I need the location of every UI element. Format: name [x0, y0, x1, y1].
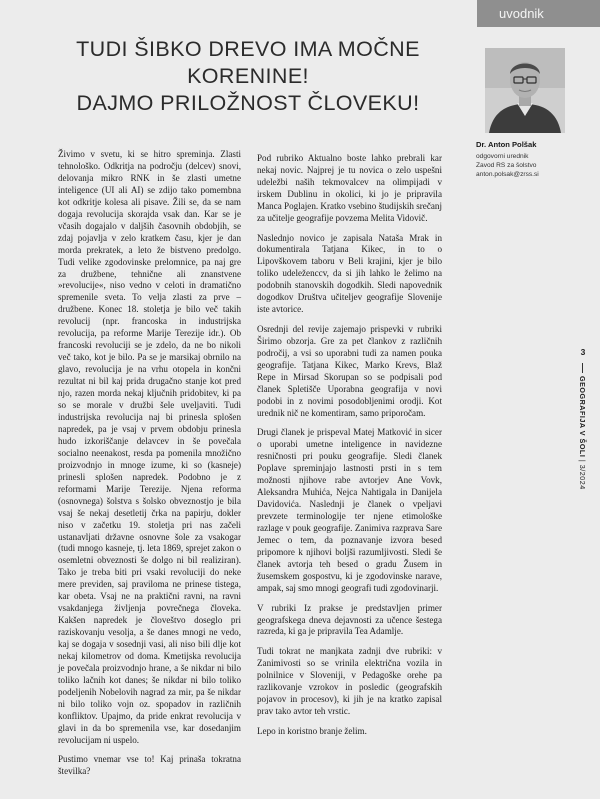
- title-line: DAJMO PRILOŽNOST ČLOVEKU!: [76, 91, 420, 115]
- issue-number: 3/2024: [578, 464, 587, 490]
- author-org: Zavod RS za šolstvo: [476, 162, 537, 169]
- article-column-1: [58, 149, 241, 786]
- paragraph: Pod rubriko Aktualno boste lahko prebrali kar nekaj novic. Najprej je tu novica o zelo uspešni udeležbi naših tekmovalcev na olimpijadi v irskem Dublinu in okolici, ki jo je pripravila Manca Poglajen. Kratko vsebino študijskih srečanj za učitelje geografije povzema Melita Vidovič.: [257, 153, 442, 223]
- title-line: TUDI ŠIBKO DREVO IMA MOČNE: [76, 37, 420, 61]
- paragraph: Drugi članek je prispeval Matej Matković in sicer o uporabi umetne inteligence in navidezne resničnosti pri pouku geografije. Sledi članek Poplave spreminjajo lastnosti prsti in s tem možnosti njihove rabe avtorjev Ane Vovk, Aleksandra Muhića, Nejca Nahtigala in Danijela Davidovića. Naslednji je članek o vpeljavi prevzete terminologije ter njene etimološke razlage v pouk geografije. Zanimiva razprava Sare Jemec o tem, da poznavanje izvora besed pripomore k njihovi boljši razumljivosti. Sledi še članek avtorja teh besed o gradu Žusem in žusemskem gospostvu, ki je zgodovinske narave, ampak, saj smo mnogi geografi tudi zgodovinarji.: [257, 427, 442, 593]
- paragraph: Tudi tokrat ne manjkata zadnji dve rubriki: v Zanimivosti so se vrinila električna vozila in polnilnice v Sloveniji, v Pedagoške orehe pa razlikovanje vzrokov in posledic (geografskih pojavov in procesov), ki jih je na kratko zapisal prav tako avtor teh vrstic.: [257, 646, 442, 716]
- paragraph: Lepo in koristno branje želim.: [257, 725, 367, 736]
- title-line: KORENINE!: [187, 64, 309, 88]
- author-photo: [485, 48, 565, 133]
- article-column-2: [257, 153, 442, 745]
- page-title: [58, 36, 438, 117]
- journal-name: GEOGRAFIJA V ŠOLI: [578, 376, 587, 458]
- page-number: 3: [580, 347, 586, 357]
- paragraph: Osrednji del revije zajemajo prispevki v rubriki Širimo obzorja. Gre za pet člankov z različnih področij, a vsi so uporabni tudi za namen pouka geografije. Tatjana Kikec, Marko Krevs, Blaž Repe in Mirsad Skorupan so se podpisali pod članek Spletišče Uporabna geografija v novi podobi in z novimi posodobljenimi orodji. Kot urednik nič ne komentiram, samo priporočam.: [257, 323, 442, 418]
- author-email: anton.polsak@zrss.si: [476, 171, 539, 178]
- author-block: [476, 140, 586, 179]
- journal-issue-label: GEOGRAFIJA V ŠOLI | 3/2024: [578, 376, 587, 490]
- author-name: Dr. Anton Polšak: [476, 140, 537, 149]
- author-role: odgovorni urednik: [476, 153, 529, 160]
- sidebar-divider: [582, 363, 583, 373]
- paragraph: Pustimo vnemar vse to! Kaj prinaša tokratna številka?: [58, 754, 241, 777]
- paragraph: V rubriki Iz prakse je predstavljen primer geografskega dneva dejavnosti za učence šestega razreda, ki ga je pripravila Tea Adamlje.: [257, 602, 442, 637]
- paragraph: Naslednjo novico je zapisala Nataša Mrak in dokumentirala Tatjana Kikec, in to o Lipovškovem taboru v Beli krajini, kjer je bilo toliko udeleženccv, da si jih lahko le želimo na podobnih stanovskih dogodkih. Sledi napovednik dogodkov Društva učiteljev geografije Slovenije iste avtorice.: [257, 232, 442, 315]
- section-tab: uvodnik: [477, 0, 600, 27]
- paragraph: Živimo v svetu, ki se hitro spreminja. Zlasti tehnološko. Odkritja na področju (delcev) snovi, delovanja mikro RNK in še zlasti umetne inteligence (UI ali AI) se zdijo tako pomembna kot odkritje kolesa ali pisave. Žili se, da se nam dogaja revolucija skorajda vsak dan. Kar se je včasih dogajalo v daljših časovnih obdobjih, se zdaj pojavlja v zelo kratkem času, kjer je dan morda prekratek, a leto že bistveno predolgo. Tudi velike zgodovinske prelomnice, pa naj gre za družbene, tehnične ali znanstvene »revolucije«, niso vedno v celoti in dramatično spremenile sveta. To velja zlasti za prve – družbene. Konec 18. stoletja je bilo več takih revolucij (npr. francoska in industrijska revolucija, pa reforme Marije Terezije idr.). Ob francoski revoluciji se je zdelo, da ne bo nikoli več tako, kot je bilo. Pa se je marsikaj obrnilo na glavo, revolucija je na vrhu otopela in končni rezultat ni bil kaj prida drugačno stanje kot pred njo, razen morda nekaj ključnih pridobitev, ki pa so se morale v družbi šele uveljaviti. Tudi industrijska revolucija naj bi prinesla splošen napredek, pa je vsaj v prvem obdobju prinesla hudo izkoriščanje delavcev in še povečala socialno neenakost, resda pa pomenila množično proizvodnjo in mnoge izume, ki so (kasneje) prinesli splošen napredek. Podobno je z reformami Marije Terezije. Njena reforma (osnovnega) šolstva s šolsko obveznostjo je bila vsaj še nekaj desetletij črka na papirju, dokler niso v začetku 19. stoletja pri nas začeli ustanavljati državne osnovne šole za vsakogar (tudi mnogo kasneje, tj. leta 1869, sprejet zakon o osemletni obveznosti še dolgo ni bil realiziran). Tako je treba biti pri vsaki revoluciji do neke mere previden, saj praviloma ne prinese tistega, kar obeta. Vsaj ne na praktični ravni, na ravni vsakdanjega življenja povrečnega človeka. Kakšen napredek je človeštvo doseglo pri raziskovanju vesolja, a še danes mnogi ne vedo, kaj se dogaja v sosednji vasi, ali niso bili dlje kot nekaj kilometrov od doma. Kmetijska revolucija je povečala proizvodnjo hrane, a še nikdar ni bilo toliko lačnih kot danes; še nikdar ni bilo toliko podeljenih Nobelovih nagrad za mir, pa še nikdar ni bilo toliko vojn oz. spopadov in različnih konfliktov. Upajmo, da pride enkrat revolucija v glavi in da bo spremenila vse, kar dosedanjim revolucijam ni uspelo.: [58, 149, 241, 745]
